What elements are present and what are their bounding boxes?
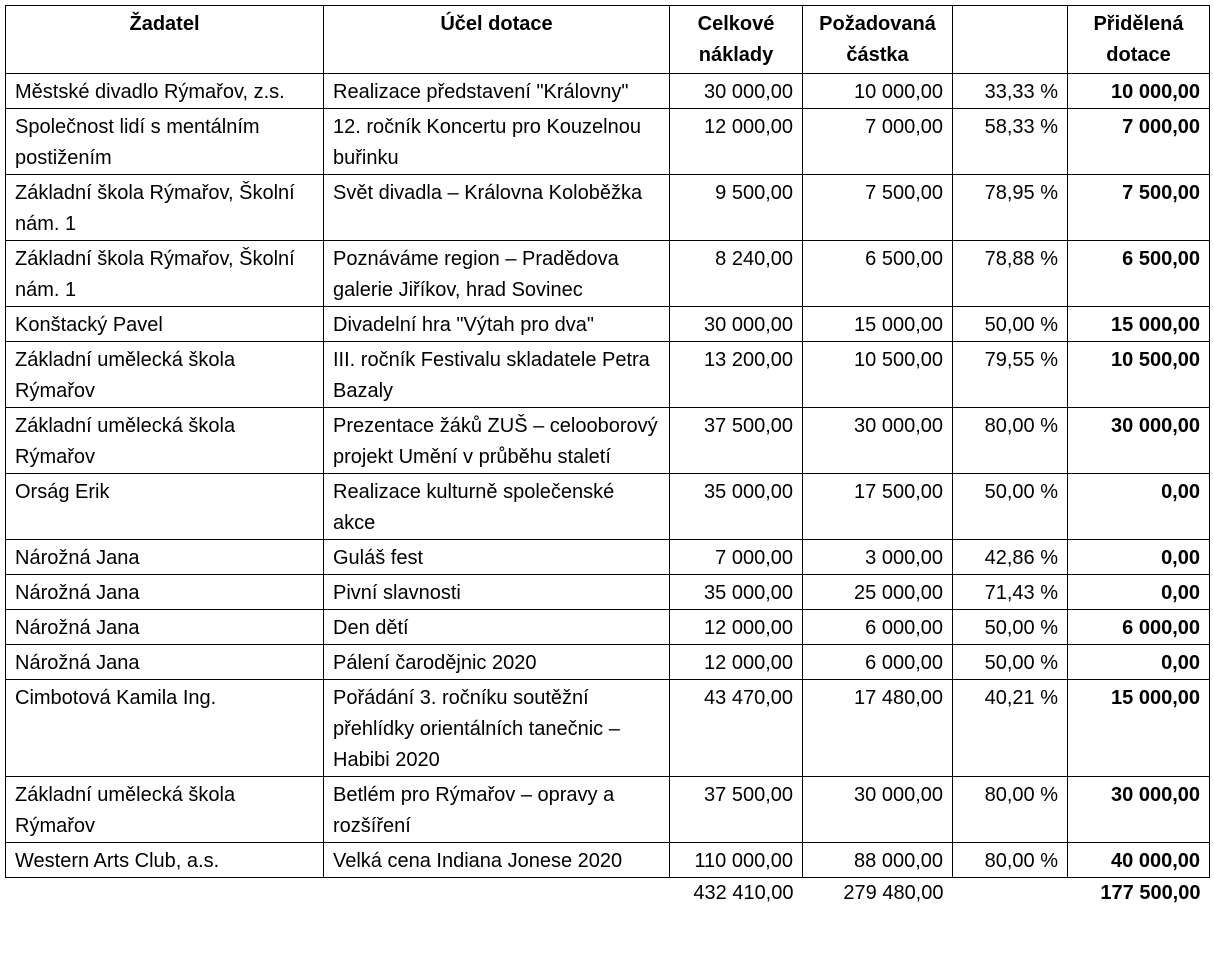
- cell-applicant: Základní škola Rýmařov, Školní nám. 1: [6, 175, 324, 241]
- cell-requested: 15 000,00: [803, 307, 953, 342]
- cell-total-costs: 8 240,00: [670, 241, 803, 307]
- cell-percent: 79,55 %: [953, 342, 1068, 408]
- cell-total-costs: 30 000,00: [670, 74, 803, 109]
- cell-total-costs: 43 470,00: [670, 680, 803, 777]
- cell-requested: 30 000,00: [803, 408, 953, 474]
- header-total-costs: Celkové náklady: [670, 6, 803, 74]
- cell-requested: 7 500,00: [803, 175, 953, 241]
- cell-requested: 17 500,00: [803, 474, 953, 540]
- cell-requested: 88 000,00: [803, 843, 953, 878]
- cell-percent: 33,33 %: [953, 74, 1068, 109]
- cell-requested: 7 000,00: [803, 109, 953, 175]
- cell-total-costs: 110 000,00: [670, 843, 803, 878]
- cell-percent: 50,00 %: [953, 307, 1068, 342]
- table-row: [6, 74, 1210, 109]
- cell-applicant: Základní škola Rýmařov, Školní nám. 1: [6, 241, 324, 307]
- cell-total-costs: 7 000,00: [670, 540, 803, 575]
- cell-applicant: Cimbotová Kamila Ing.: [6, 680, 324, 777]
- table-row: [6, 777, 1210, 843]
- cell-granted: 15 000,00: [1068, 307, 1210, 342]
- cell-granted: 10 000,00: [1068, 74, 1210, 109]
- cell-granted: 0,00: [1068, 474, 1210, 540]
- cell-granted: 30 000,00: [1068, 777, 1210, 843]
- cell-purpose: Prezentace žáků ZUŠ – celooborový projekt Umění v průběhu staletí: [324, 408, 670, 474]
- cell-percent: 50,00 %: [953, 610, 1068, 645]
- cell-requested: 10 000,00: [803, 74, 953, 109]
- cell-purpose: III. ročník Festivalu skladatele Petra Bazaly: [324, 342, 670, 408]
- table-row: [6, 645, 1210, 680]
- total-costs-sum: 432 410,00: [693, 882, 794, 904]
- header-percent: [953, 6, 1068, 74]
- cell-granted: 6 000,00: [1068, 610, 1210, 645]
- cell-total-costs: 12 000,00: [670, 610, 803, 645]
- cell-total-costs: 35 000,00: [670, 474, 803, 540]
- cell-purpose: Pálení čarodějnic 2020: [324, 645, 670, 680]
- table-row: [6, 680, 1210, 777]
- cell-purpose: Betlém pro Rýmařov – opravy a rozšíření: [324, 777, 670, 843]
- cell-percent: 80,00 %: [953, 777, 1068, 843]
- cell-percent: 78,95 %: [953, 175, 1068, 241]
- table-row: [6, 610, 1210, 645]
- cell-percent: 42,86 %: [953, 540, 1068, 575]
- table-row: [6, 307, 1210, 342]
- cell-purpose: Pivní slavnosti: [324, 575, 670, 610]
- cell-granted: 6 500,00: [1068, 241, 1210, 307]
- cell-applicant: Nárožná Jana: [6, 645, 324, 680]
- cell-purpose: Den dětí: [324, 610, 670, 645]
- header-granted: Přidělená dotace: [1068, 6, 1210, 74]
- cell-granted: 30 000,00: [1068, 408, 1210, 474]
- cell-purpose: Divadelní hra "Výtah pro dva": [324, 307, 670, 342]
- cell-percent: 80,00 %: [953, 843, 1068, 878]
- cell-applicant: Western Arts Club, a.s.: [6, 843, 324, 878]
- totals-empty-3: [953, 878, 1068, 909]
- table-row: [6, 575, 1210, 610]
- cell-applicant: Nárožná Jana: [6, 540, 324, 575]
- cell-total-costs: 30 000,00: [670, 307, 803, 342]
- table-row: [6, 109, 1210, 175]
- cell-applicant: Městské divadlo Rýmařov, z.s.: [6, 74, 324, 109]
- cell-requested: 10 500,00: [803, 342, 953, 408]
- totals-empty-1: [6, 878, 324, 909]
- cell-granted: 15 000,00: [1068, 680, 1210, 777]
- cell-granted: 7 500,00: [1068, 175, 1210, 241]
- table-row: [6, 474, 1210, 540]
- cell-total-costs: 37 500,00: [670, 777, 803, 843]
- grant-table: [5, 5, 1210, 909]
- cell-purpose: Poznáváme region – Pradědova galerie Jiříkov, hrad Sovinec: [324, 241, 670, 307]
- cell-granted: 10 500,00: [1068, 342, 1210, 408]
- cell-applicant: Společnost lidí s mentálním postižením: [6, 109, 324, 175]
- cell-purpose: Guláš fest: [324, 540, 670, 575]
- cell-granted: 7 000,00: [1068, 109, 1210, 175]
- cell-total-costs: 9 500,00: [670, 175, 803, 241]
- cell-granted: 0,00: [1068, 575, 1210, 610]
- cell-requested: 25 000,00: [803, 575, 953, 610]
- cell-percent: 80,00 %: [953, 408, 1068, 474]
- cell-purpose: Realizace kulturně společenské akce: [324, 474, 670, 540]
- cell-percent: 78,88 %: [953, 241, 1068, 307]
- cell-granted: 0,00: [1068, 645, 1210, 680]
- cell-total-costs: 13 200,00: [670, 342, 803, 408]
- cell-total-costs: 37 500,00: [670, 408, 803, 474]
- cell-purpose: Realizace představení "Královny": [324, 74, 670, 109]
- cell-applicant: Základní umělecká škola Rýmařov: [6, 342, 324, 408]
- cell-applicant: Konštacký Pavel: [6, 307, 324, 342]
- cell-granted: 0,00: [1068, 540, 1210, 575]
- cell-purpose: Pořádání 3. ročníku soutěžní přehlídky orientálních tanečnic – Habibi 2020: [324, 680, 670, 777]
- cell-percent: 50,00 %: [953, 474, 1068, 540]
- table-row: [6, 843, 1210, 878]
- cell-applicant: Základní umělecká škola Rýmařov: [6, 408, 324, 474]
- cell-requested: 3 000,00: [803, 540, 953, 575]
- cell-requested: 17 480,00: [803, 680, 953, 777]
- cell-requested: 6 500,00: [803, 241, 953, 307]
- cell-purpose: Svět divadla – Královna Koloběžka: [324, 175, 670, 241]
- cell-percent: 58,33 %: [953, 109, 1068, 175]
- requested-sum: 279 480,00: [843, 882, 944, 904]
- table-row: [6, 408, 1210, 474]
- table-row: [6, 175, 1210, 241]
- cell-total-costs: 12 000,00: [670, 645, 803, 680]
- cell-total-costs: 35 000,00: [670, 575, 803, 610]
- header-requested: Požadovaná částka: [803, 6, 953, 74]
- totals-empty-2: [324, 878, 670, 909]
- table-row: [6, 241, 1210, 307]
- header-applicant: Žadatel: [6, 6, 324, 74]
- cell-applicant: Nárožná Jana: [6, 575, 324, 610]
- cell-requested: 6 000,00: [803, 645, 953, 680]
- cell-purpose: Velká cena Indiana Jonese 2020: [324, 843, 670, 878]
- cell-percent: 50,00 %: [953, 645, 1068, 680]
- cell-purpose: 12. ročník Koncertu pro Kouzelnou buřinku: [324, 109, 670, 175]
- cell-total-costs: 12 000,00: [670, 109, 803, 175]
- cell-applicant: Nárožná Jana: [6, 610, 324, 645]
- cell-percent: 40,21 %: [953, 680, 1068, 777]
- cell-requested: 6 000,00: [803, 610, 953, 645]
- cell-requested: 30 000,00: [803, 777, 953, 843]
- cell-applicant: Základní umělecká škola Rýmařov: [6, 777, 324, 843]
- header-row: [6, 6, 1210, 74]
- table-row: [6, 342, 1210, 408]
- table-row: [6, 540, 1210, 575]
- granted-sum: 177 500,00: [1100, 882, 1201, 904]
- cell-percent: 71,43 %: [953, 575, 1068, 610]
- cell-applicant: Orság Erik: [6, 474, 324, 540]
- cell-granted: 40 000,00: [1068, 843, 1210, 878]
- header-purpose: Účel dotace: [324, 6, 670, 74]
- totals-row: [6, 878, 1210, 909]
